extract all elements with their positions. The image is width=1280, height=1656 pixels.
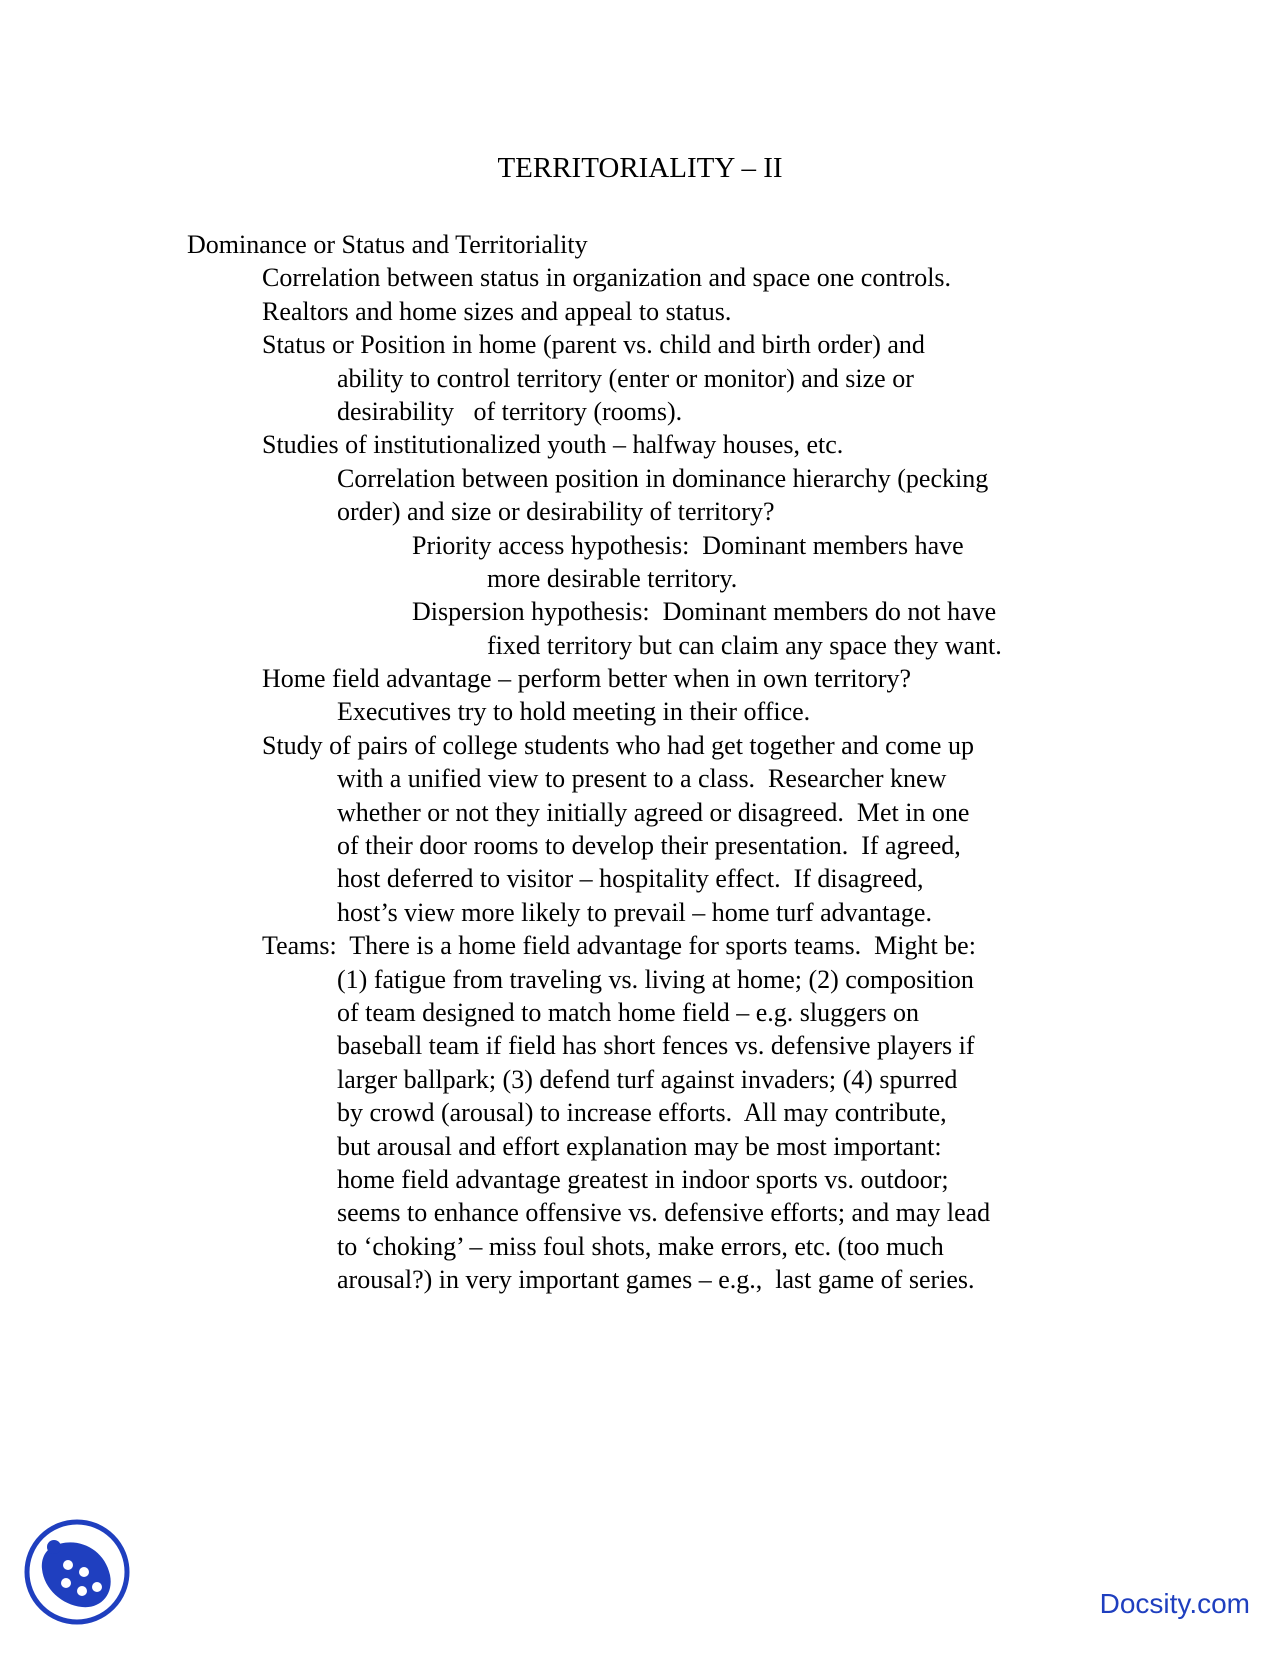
text-line: Correlation between status in organization and space one controls. [262, 263, 952, 293]
text-line: Teams: There is a home field advantage for sports teams. Might be: [262, 931, 976, 961]
text-line: desirability of territory (rooms). [337, 396, 683, 426]
docsity-brand-link[interactable]: Docsity.com [1099, 1588, 1250, 1619]
text-line: baseball team if field has short fences vs. defensive players if [337, 1031, 975, 1061]
text-line: host deferred to visitor – hospitality effect. If disagreed, [337, 864, 924, 894]
text-line: host’s view more likely to prevail – home turf advantage. [337, 897, 932, 927]
page-title: TERRITORIALITY – II [497, 152, 783, 184]
text-line: of team designed to match home field – e.g. sluggers on [337, 997, 919, 1027]
text-line: fixed territory but can claim any space they want. [487, 630, 1002, 660]
docsity-ladybug-icon[interactable] [22, 1517, 132, 1627]
text-line: arousal?) in very important games – e.g., last game of series. [337, 1265, 975, 1295]
text-line: Executives try to hold meeting in their office. [337, 697, 811, 727]
text-line: but arousal and effort explanation may be most important: [337, 1131, 942, 1161]
text-line: to ‘choking’ – miss foul shots, make errors, etc. (too much [337, 1231, 944, 1261]
text-line: Realtors and home sizes and appeal to status. [262, 296, 732, 326]
text-line: Status or Position in home (parent vs. child and birth order) and [262, 330, 925, 360]
text-line: home field advantage greatest in indoor sports vs. outdoor; [337, 1164, 949, 1194]
text-line: Dispersion hypothesis: Dominant members do not have [412, 597, 997, 627]
text-line: Studies of institutionalized youth – halfway houses, etc. [262, 430, 844, 460]
text-line: Study of pairs of college students who had get together and come up [262, 730, 974, 760]
text-line: by crowd (arousal) to increase efforts. All may contribute, [337, 1098, 947, 1128]
text-line: more desirable territory. [487, 563, 738, 593]
text-line: Correlation between position in dominance hierarchy (pecking [337, 463, 989, 493]
text-line: larger ballpark; (3) defend turf against invaders; (4) spurred [337, 1064, 958, 1094]
text-line: ability to control territory (enter or monitor) and size or [337, 363, 914, 393]
text-line: of their door rooms to develop their presentation. If agreed, [337, 831, 961, 861]
document-body [0, 228, 1280, 1297]
text-line: Priority access hypothesis: Dominant members have [412, 530, 964, 560]
text-line: (1) fatigue from traveling vs. living at home; (2) composition [337, 964, 974, 994]
text-line: with a unified view to present to a class. Researcher knew [337, 764, 947, 794]
text-line: whether or not they initially agreed or disagreed. Met in one [337, 797, 970, 827]
text-line: Home field advantage – perform better when in own territory? [262, 664, 912, 694]
heading-line: Dominance or Status and Territoriality [187, 230, 588, 259]
text-line: order) and size or desirability of territory? [337, 497, 775, 527]
text-line: seems to enhance offensive vs. defensive efforts; and may lead [337, 1198, 991, 1228]
